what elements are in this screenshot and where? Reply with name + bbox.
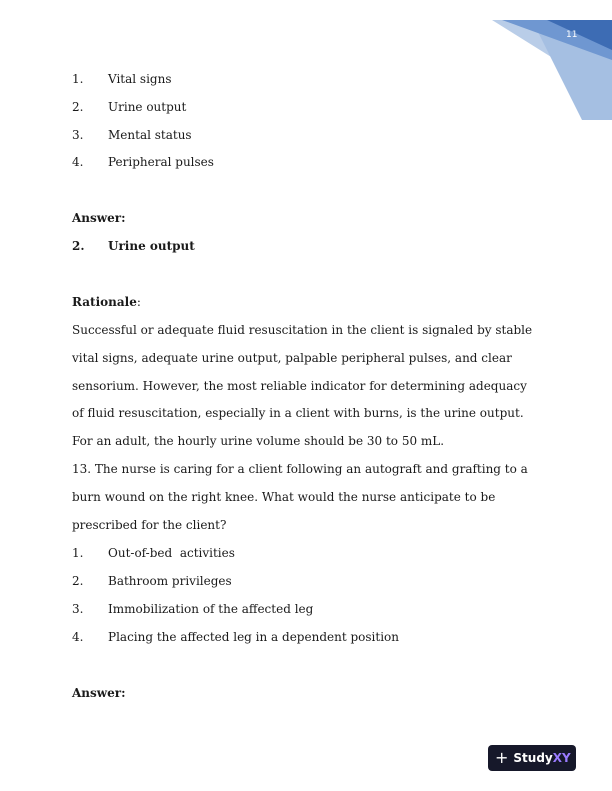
question-line: burn wound on the right knee. What would the nurse anticipate to be [72, 490, 496, 504]
answer-heading: Answer: [72, 211, 126, 225]
rationale-line: of fluid resuscitation, especially in a client with burns, is the urine output. [72, 406, 524, 420]
studyxy-logo[interactable] [488, 745, 576, 771]
rationale-line: For an adult, the hourly urine volume should be 30 to 50 mL. [72, 434, 445, 448]
rationale-line: sensorium. However, the most reliable indicator for determining adequacy [72, 379, 527, 393]
answer-heading: Answer: [72, 686, 126, 700]
rationale-line: vital signs, adequate urine output, palpable peripheral pulses, and clear [72, 351, 512, 365]
question-line: prescribed for the client? [72, 518, 227, 532]
corner-decoration [472, 0, 612, 120]
plus-icon: + [495, 748, 509, 767]
rationale-heading: Rationale: [72, 295, 141, 309]
rationale-line: Successful or adequate fluid resuscitation in the client is signaled by stable [72, 323, 533, 337]
question-line: 13. The nurse is caring for a client following an autograft and grafting to a [72, 462, 528, 476]
logo-brand-study: Study [513, 751, 553, 765]
logo-brand-xy: XY [552, 751, 571, 765]
page-number: 11 [566, 30, 578, 40]
